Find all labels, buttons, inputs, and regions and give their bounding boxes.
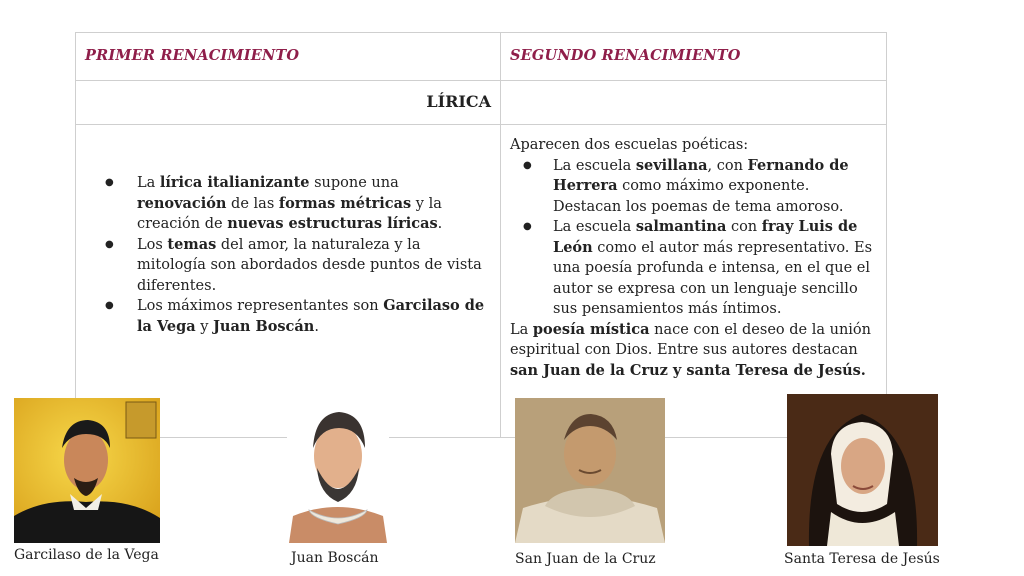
- text-segment: del amor, la naturaleza y la mitología son abordados desde puntos de vista diferentes.: [137, 236, 482, 294]
- right-body-cell: [501, 125, 887, 438]
- text-segment: y la creación de: [137, 195, 442, 232]
- bold-segment: nuevas estructuras líricas: [227, 215, 438, 232]
- right-bullet-item: [510, 217, 877, 320]
- left-body-cell: [76, 125, 501, 438]
- bold-segment: sevillana: [635, 156, 708, 174]
- text-segment: La escuela: [553, 219, 636, 235]
- portrait-san-juan-de-la-cruz: [515, 398, 665, 543]
- bold-segment: renovación: [137, 194, 227, 212]
- text-segment: y: [195, 318, 214, 335]
- genre-label: LÍRICA: [76, 81, 501, 125]
- text-segment: supone una: [309, 175, 399, 191]
- portrait-santa-teresa: [787, 394, 938, 546]
- bold-segment: Garcilaso de la Vega: [137, 297, 485, 335]
- bold-segment: san Juan de la Cruz y santa Teresa de Jesús.: [510, 361, 866, 379]
- caption-garcilaso: Garcilaso de la Vega: [14, 547, 159, 563]
- bold-segment: lírica italianizante: [159, 174, 310, 191]
- right-bullet-item: [510, 156, 877, 218]
- text-segment: de las: [226, 195, 279, 212]
- bold-segment: formas métricas: [278, 194, 412, 212]
- portrait-garcilaso: [14, 398, 160, 543]
- bold-segment: temas: [167, 235, 217, 253]
- caption-san-juan-de-la-cruz: San Juan de la Cruz: [515, 551, 656, 567]
- left-bullet-item: [85, 173, 491, 235]
- text-segment: Los máximos representantes son: [137, 298, 384, 314]
- content-table: [75, 32, 887, 438]
- header-primer-renacimiento: PRIMER RENACIMIENTO: [76, 33, 501, 81]
- bold-segment: poesía mística: [532, 320, 650, 338]
- text-segment: La escuela: [553, 157, 636, 174]
- right-intro: Aparecen dos escuelas poéticas:: [510, 137, 749, 153]
- left-bullet-item: [85, 296, 491, 337]
- genre-empty-cell: [501, 81, 887, 125]
- portrait-juan-boscan: [287, 398, 389, 543]
- text-segment: .: [314, 318, 319, 335]
- header-segundo-renacimiento: SEGUNDO RENACIMIENTO: [501, 33, 887, 81]
- text-segment: La: [510, 321, 533, 338]
- text-segment: como el autor más representativo. Es una poesía profunda e intensa, en el que el autor se expresa con un lenguaje sencillo sus pensamientos más íntimos.: [553, 239, 873, 317]
- text-segment: .: [437, 216, 443, 232]
- text-segment: con: [726, 219, 762, 235]
- text-segment: nace con el deseo de la unión espiritual con Dios. Entre sus autores destacan: [510, 321, 872, 358]
- left-bullet-list: [85, 173, 491, 337]
- text-segment: Los: [137, 236, 168, 253]
- bold-segment: salmantina: [635, 218, 727, 235]
- left-bullet-item: [85, 235, 491, 297]
- right-outro: [510, 320, 877, 382]
- bold-segment: fray Luis de León: [553, 218, 858, 256]
- text-segment: como máximo exponente. Destacan los poemas de tema amoroso.: [553, 178, 844, 215]
- text-segment: , con: [707, 157, 748, 174]
- caption-juan-boscan: Juan Boscán: [291, 550, 379, 566]
- right-bullet-list: [510, 156, 877, 320]
- caption-santa-teresa: Santa Teresa de Jesús: [784, 551, 940, 567]
- bold-segment: Juan Boscán: [213, 317, 315, 335]
- text-segment: La: [137, 175, 160, 191]
- bold-segment: Fernando de Herrera: [553, 156, 849, 194]
